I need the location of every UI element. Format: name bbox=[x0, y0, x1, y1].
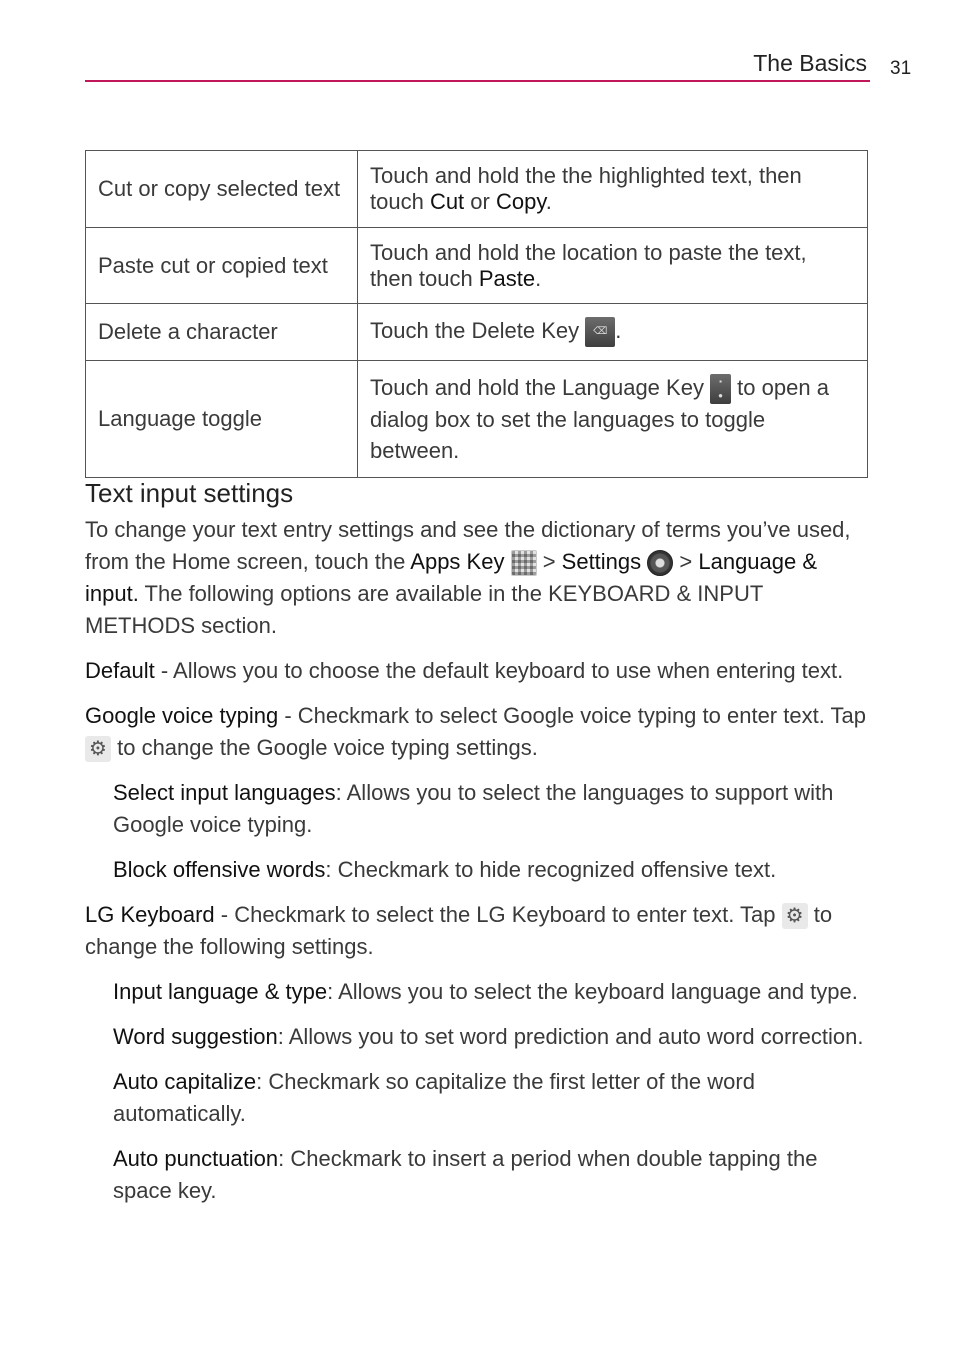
item-term: LG Keyboard bbox=[85, 902, 215, 927]
apps-grid-icon bbox=[511, 550, 537, 576]
list-item: Block offensive words: Checkmark to hide recognized offensive text. bbox=[113, 857, 777, 882]
table-row bbox=[86, 304, 868, 361]
section-header: The Basics bbox=[753, 50, 867, 76]
list-item: Auto punctuation: Checkmark to insert a period when double tapping the space key. bbox=[113, 1146, 818, 1203]
settings-label: Settings bbox=[561, 549, 642, 574]
item-term: Auto capitalize bbox=[113, 1069, 257, 1094]
gear-icon: ⚙ bbox=[85, 736, 111, 762]
list-item: Google voice typing - Checkmark to select Google voice typing to enter text. Tap ⚙ to change the Google voice typing settings. bbox=[85, 703, 867, 761]
item-term: Auto punctuation bbox=[113, 1146, 279, 1171]
section-body bbox=[85, 514, 870, 1220]
description-cell: Touch and hold the location to paste the text, then touch Paste. bbox=[358, 228, 868, 304]
gear-icon: ⚙ bbox=[782, 903, 808, 929]
language-input-label: Language & input. bbox=[85, 549, 818, 606]
action-cell: Paste cut or copied text bbox=[86, 228, 358, 304]
list-item: Auto capitalize: Checkmark so capitalize the first letter of the word automatically. bbox=[113, 1069, 755, 1126]
description-cell: Touch and hold the Language Key ▪ ● to open a dialog box to set the languages to toggle between. bbox=[358, 361, 868, 478]
item-term: Input language & type bbox=[113, 979, 328, 1004]
table-row bbox=[86, 228, 868, 304]
list-item: LG Keyboard - Checkmark to select the LG Keyboard to enter text. Tap ⚙ to change the following settings. bbox=[85, 902, 833, 959]
table-row bbox=[86, 361, 868, 478]
item-term: Google voice typing bbox=[85, 703, 279, 728]
action-cell: Language toggle bbox=[86, 361, 358, 478]
page-number: 31 bbox=[890, 58, 912, 79]
apps-key-label: Apps Key bbox=[410, 549, 505, 574]
item-term: Word suggestion bbox=[113, 1024, 278, 1049]
delete-key-icon: ⌫ bbox=[585, 317, 615, 347]
description-cell: Touch and hold the the highlighted text, then touch Cut or Copy. bbox=[358, 151, 868, 228]
item-term: Select input languages bbox=[113, 780, 336, 805]
paste-label: Paste bbox=[478, 265, 536, 291]
list-item: Word suggestion: Allows you to set word prediction and auto word correction. bbox=[113, 1024, 864, 1049]
action-cell: Cut or copy selected text bbox=[86, 151, 358, 228]
list-item: Input language & type: Allows you to select the keyboard language and type. bbox=[113, 979, 858, 1004]
language-key-icon: ▪ ● bbox=[710, 374, 731, 404]
intro-paragraph: To change your text entry settings and see the dictionary of terms you’ve used, from the Home screen, touch the Apps Key > Settings > Language & input. The following options are available in the KEYBOARD & INPUT METHODS section. bbox=[85, 517, 851, 638]
text-operations-table bbox=[85, 150, 868, 478]
header-rule bbox=[85, 80, 870, 82]
list-item: Default - Allows you to choose the default keyboard to use when entering text. bbox=[85, 658, 844, 683]
settings-icon bbox=[647, 550, 673, 576]
description-cell: Touch the Delete Key ⌫ . bbox=[358, 304, 868, 361]
item-term: Default bbox=[85, 658, 155, 683]
action-cell: Delete a character bbox=[86, 304, 358, 361]
cut-label: Cut bbox=[429, 189, 465, 214]
list-item: Select input languages: Allows you to select the languages to support with Google voice typing. bbox=[113, 780, 834, 837]
copy-label: Copy bbox=[495, 189, 546, 214]
item-term: Block offensive words bbox=[113, 857, 326, 882]
section-title: Text input settings bbox=[85, 478, 294, 508]
table-row bbox=[86, 151, 868, 228]
